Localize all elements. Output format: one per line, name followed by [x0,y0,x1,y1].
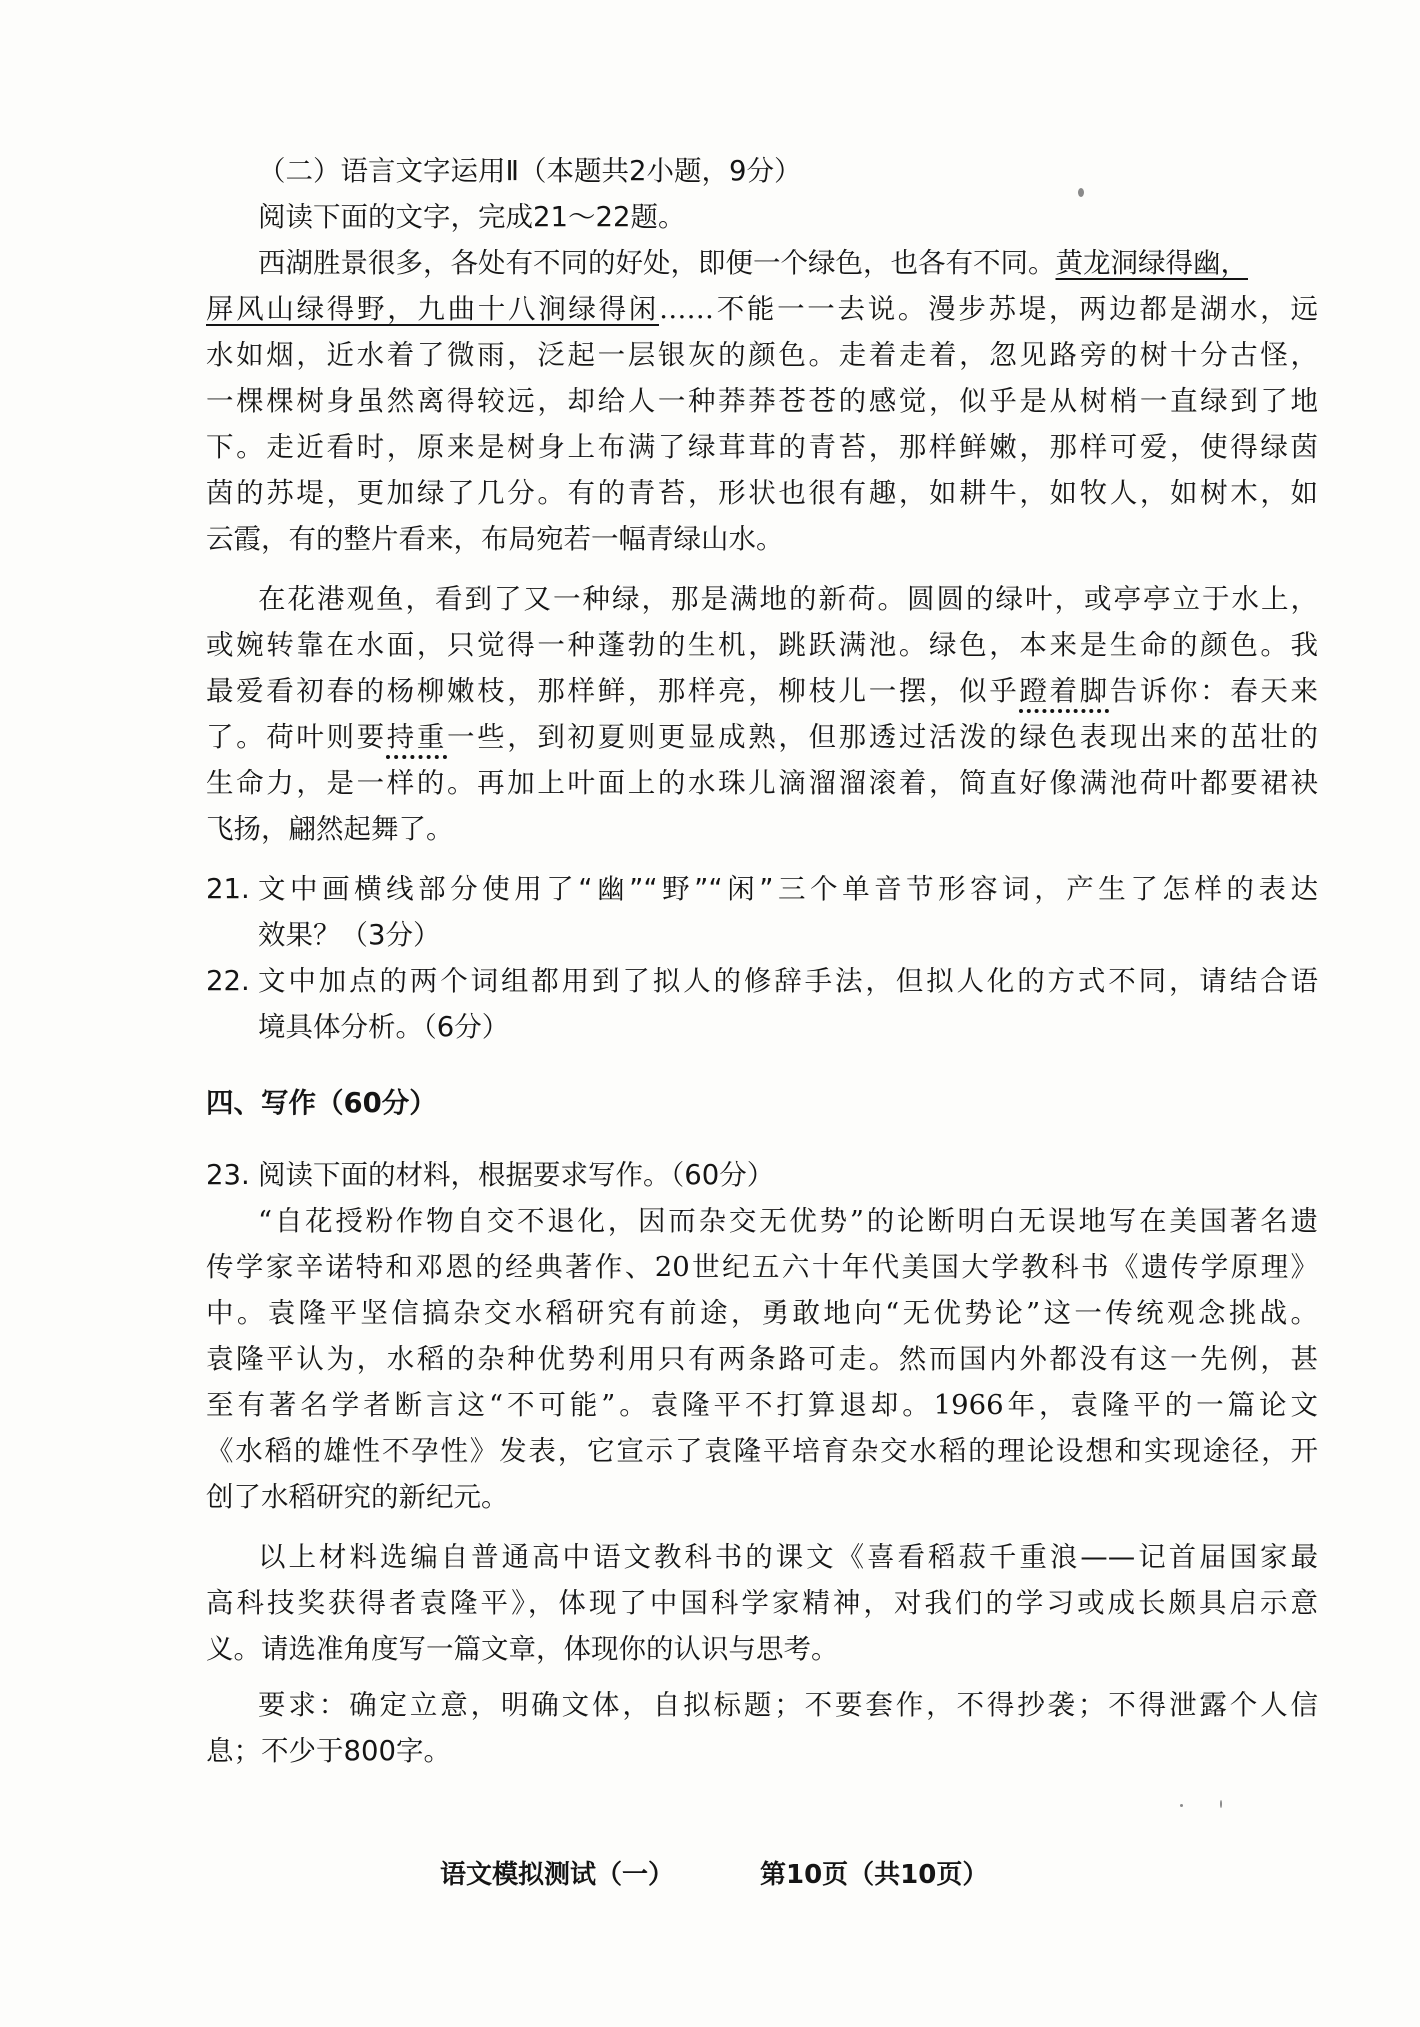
source-line2: 高科技奖获得者袁隆平》，体现了中国科学家精神，对我们的学习或成长颇具启示意 [206,1587,1318,1619]
question-21-number: 21. [206,873,250,905]
material-line5: 至有著名学者断言这“不可能”。袁隆平不打算退却。1966年，袁隆平的一篇论文 [206,1389,1318,1421]
passage-p1-line2: 屏风山绿得野，九曲十八涧绿得闲……不能一一去说。漫步苏堤，两边都是湖水，远 [206,293,1318,325]
material-line4: 袁隆平认为，水稻的杂种优势利用只有两条路可走。然而国内外都没有这一先例，甚 [206,1343,1318,1375]
question-22-line1: 文中加点的两个词组都用到了拟人的修辞手法，但拟人化的方式不同，请结合语 [258,965,1318,997]
passage-p1-line7: 云霞，有的整片看来，布局宛若一幅青绿山水。 [206,523,784,555]
passage-p1-line6: 茵的苏堤，更加绿了几分。有的青苔，形状也很有趣，如耕牛，如牧人，如树木，如 [206,477,1318,509]
material-line2: 传学家辛诺特和邓恩的经典著作、20世纪五六十年代美国大学教科书《遗传学原理》 [206,1251,1318,1283]
scan-speck [1180,1804,1183,1807]
passage-p1-line5: 下。走近看时，原来是树身上布满了绿茸茸的青苔，那样鲜嫩，那样可爱，使得绿茵 [206,431,1318,463]
underlined-phrase: 黄龙洞绿得幽， [1055,247,1248,279]
reading-instruction: 阅读下面的文字，完成21～22题。 [258,201,686,233]
passage-p2-line3: 最爱看初春的杨柳嫩枝，那样鲜，那样亮，柳枝儿一摆，似乎蹬着脚告诉你：春天来 [206,675,1318,707]
passage-p1-line4: 一棵棵树身虽然离得较远，却给人一种莽莽苍苍的感觉，似乎是从树梢一直绿到了地 [206,385,1318,417]
dotted-phrase: 持重 [386,721,447,753]
source-line3: 义。请选准角度写一篇文章，体现你的认识与思考。 [206,1633,839,1665]
section-heading-writing: 四、写作（60分） [206,1087,437,1119]
scan-speck [1078,188,1084,197]
dotted-phrase: 蹬着脚 [1019,675,1110,707]
question-21-line2: 效果？（3分） [258,919,441,951]
footer-page-info: 第10页（共10页） [760,1860,989,1890]
material-line1: “自花授粉作物自交不退化，因而杂交无优势”的论断明白无误地写在美国著名遗 [258,1205,1318,1237]
passage-p2-line2: 或婉转靠在水面，只觉得一种蓬勃的生机，跳跃满池。绿色，本来是生命的颜色。我 [206,629,1318,661]
source-line1: 以上材料选编自普通高中语文教科书的课文《喜看稻菽千重浪——记首届国家最 [258,1541,1318,1573]
requirements-line2: 息；不少于800字。 [206,1735,451,1767]
footer-exam-name: 语文模拟测试（一） [440,1860,675,1890]
question-23-number: 23. [206,1159,250,1191]
material-line7: 创了水稻研究的新纪元。 [206,1481,509,1513]
question-22-line2: 境具体分析。（6分） [258,1011,510,1043]
passage-p1-line1: 西湖胜景很多，各处有不同的好处，即便一个绿色，也各有不同。黄龙洞绿得幽， [258,247,1248,279]
passage-p2-line1: 在花港观鱼，看到了又一种绿，那是满地的新荷。圆圆的绿叶，或亭亭立于水上， [258,583,1318,615]
material-line6: 《水稻的雄性不孕性》发表，它宣示了袁隆平培育杂交水稻的理论设想和实现途径，开 [206,1435,1318,1467]
material-line3: 中。袁隆平坚信搞杂交水稻研究有前途，勇敢地向“无优势论”这一传统观念挑战。 [206,1297,1318,1329]
question-23-prompt: 阅读下面的材料，根据要求写作。（60分） [258,1159,775,1191]
scan-speck [1220,1800,1222,1808]
passage-p2-line4: 了。荷叶则要持重一些，到初夏则更显成熟，但那透过活泼的绿色表现出来的茁壮的 [206,721,1318,753]
requirements-line1: 要求：确定立意，明确文体，自拟标题；不要套作，不得抄袭；不得泄露个人信 [258,1689,1318,1721]
question-21-line1: 文中画横线部分使用了“幽”“野”“闲”三个单音节形容词，产生了怎样的表达 [258,873,1318,905]
passage-p2-line5: 生命力，是一样的。再加上叶面上的水珠儿滴溜溜滚着，简直好像满池荷叶都要裙袂 [206,767,1318,799]
passage-p2-line6: 飞扬，翩然起舞了。 [206,813,454,845]
question-22-number: 22. [206,965,250,997]
passage-p1-line3: 水如烟，近水着了微雨，泛起一层银灰的颜色。走着走着，忽见路旁的树十分古怪， [206,339,1318,371]
section-heading-language-use-2: （二）语言文字运用Ⅱ（本题共2小题，9分） [258,155,802,187]
underlined-phrase: 屏风山绿得野，九曲十八涧绿得闲 [206,293,659,325]
